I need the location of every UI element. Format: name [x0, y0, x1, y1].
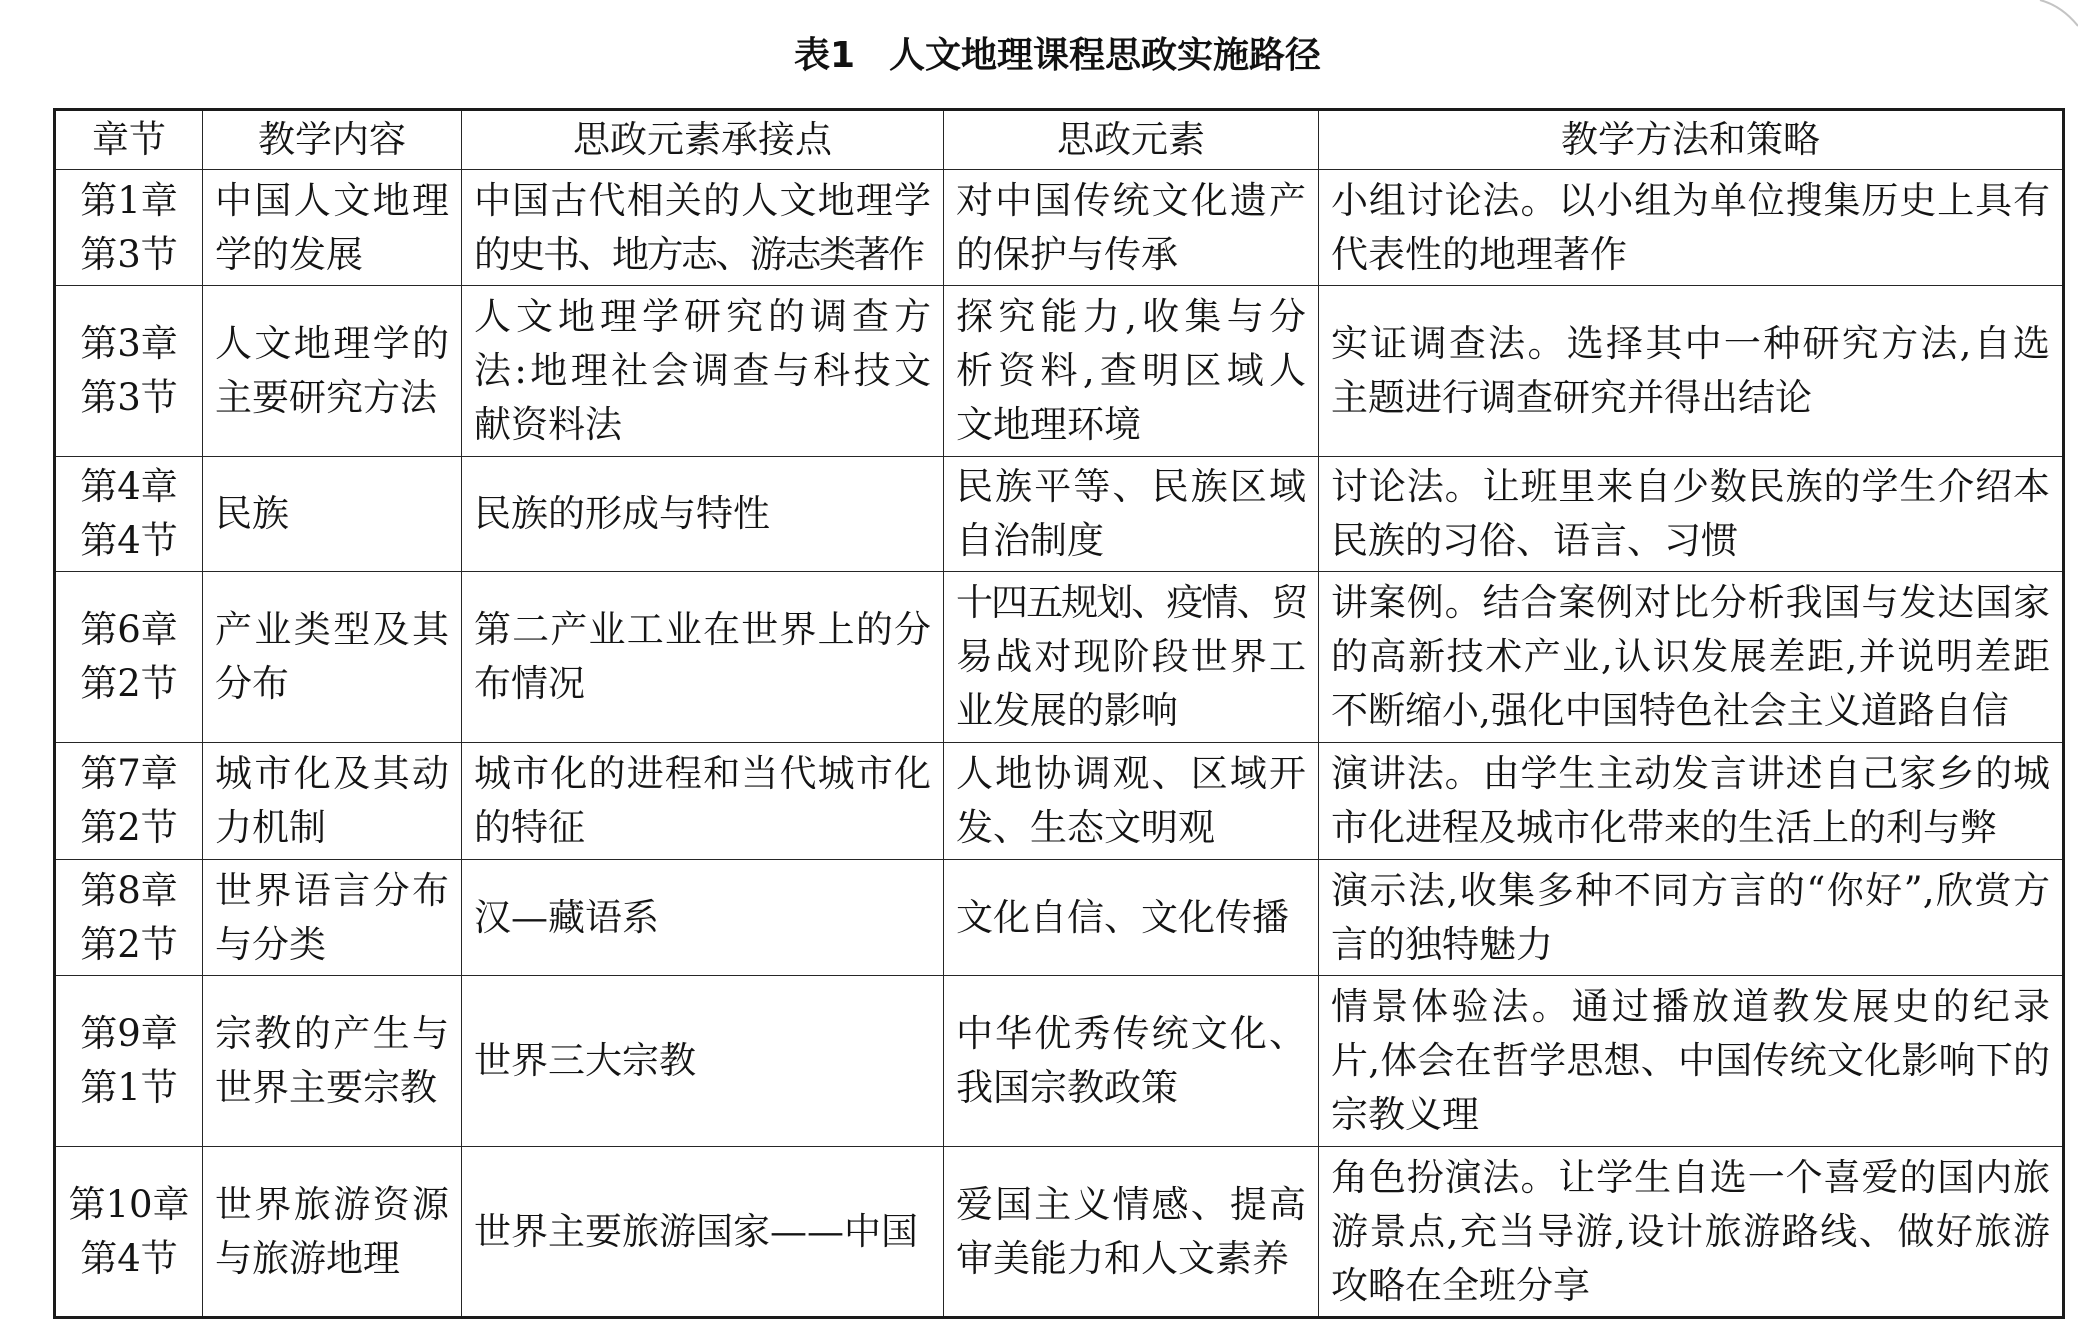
- cell-line: 第3章: [80, 322, 178, 365]
- cell-line: 第4节: [80, 1236, 178, 1280]
- cell-line: 十四五规划、疫情、贸: [956, 581, 1306, 624]
- cell-line: 城市化及其动: [215, 752, 449, 795]
- cell-line: 游景点,充当导游,设计旅游路线、做好旅游: [1331, 1209, 2050, 1253]
- cell-teaching-method: [1319, 743, 2064, 860]
- header-ideological-element: 思政元素: [944, 110, 1319, 170]
- cell-teaching-content: [203, 860, 462, 976]
- table-row: [55, 286, 2064, 457]
- cell-line: 演示法,收集多种不同方言的“你好”,欣赏方: [1331, 868, 2050, 912]
- cell-line: 角色扮演法。让学生自选一个喜爱的国内旅: [1331, 1155, 2050, 1199]
- cell-line: 学的发展: [215, 232, 363, 276]
- cell-chapter-section: [55, 286, 203, 457]
- cell-line: 主要研究方法: [215, 376, 437, 419]
- cell-line: 演讲法。由学生主动发言讲述自己家乡的城: [1331, 752, 2050, 795]
- header-chapter-section: 章节: [55, 110, 203, 170]
- cell-line: 民族的形成与特性: [474, 492, 770, 535]
- header-teaching-content: 教学内容: [203, 110, 462, 170]
- cell-line: 法:地理社会调查与科技文: [474, 349, 931, 392]
- cell-line: 第7章: [80, 752, 178, 795]
- table-row: [55, 743, 2064, 860]
- cell-line: 第2节: [80, 806, 178, 849]
- cell-line: 的保护与传承: [956, 232, 1178, 276]
- cell-line: 第4章: [80, 465, 178, 508]
- cell-line: 第1章: [80, 178, 178, 222]
- cell-line: 发、生态文明观: [956, 806, 1215, 849]
- cell-teaching-content: [203, 1147, 462, 1318]
- table-row: [55, 976, 2064, 1147]
- cell-line: 文化自信、文化传播: [956, 895, 1289, 939]
- cell-chapter-section: [55, 976, 203, 1147]
- cell-line: 汉—藏语系: [474, 895, 659, 939]
- cell-line: 布情况: [474, 662, 585, 705]
- cell-line: 力机制: [215, 806, 326, 849]
- cell-connection-point: [462, 170, 944, 286]
- cell-line: 世界主要宗教: [215, 1066, 437, 1109]
- cell-chapter-section: [55, 860, 203, 976]
- cell-teaching-method: [1319, 572, 2064, 743]
- cell-chapter-section: [55, 572, 203, 743]
- cell-line: 言的独特魅力: [1331, 922, 1553, 966]
- table-row: [55, 572, 2064, 743]
- cell-line: 主题进行调查研究并得出结论: [1331, 376, 1812, 419]
- cell-line: 不断缩小,强化中国特色社会主义道路自信: [1331, 689, 2009, 732]
- cell-connection-point: [462, 743, 944, 860]
- cell-line: 人文地理学研究的调查方: [474, 295, 931, 338]
- cell-ideological-element: [944, 743, 1319, 860]
- cell-line: 中华优秀传统文化、: [956, 1012, 1306, 1055]
- cell-teaching-method: [1319, 976, 2064, 1147]
- cell-line: 第2节: [80, 922, 178, 966]
- table-row: [55, 1147, 2064, 1318]
- table-caption: [53, 33, 2062, 79]
- cell-teaching-content: [203, 170, 462, 286]
- cell-ideological-element: [944, 860, 1319, 976]
- cell-line: 审美能力和人文素养: [956, 1236, 1289, 1280]
- cell-line: 片,体会在哲学思想、中国传统文化影响下的: [1331, 1039, 2050, 1082]
- cell-chapter-section: [55, 170, 203, 286]
- cell-line: 业发展的影响: [956, 689, 1178, 732]
- cell-teaching-content: [203, 976, 462, 1147]
- cell-teaching-content: [203, 572, 462, 743]
- cell-line: 代表性的地理著作: [1331, 232, 1627, 276]
- cell-line: 我国宗教政策: [956, 1066, 1178, 1109]
- cell-line: 讨论法。让班里来自少数民族的学生介绍本: [1331, 465, 2050, 508]
- cell-ideological-element: [944, 286, 1319, 457]
- cell-line: 世界语言分布: [215, 868, 449, 912]
- cell-line: 析资料,查明区域人: [956, 349, 1306, 392]
- cell-line: 的史书、地方志、游志类著作: [474, 232, 923, 276]
- cell-line: 产业类型及其: [215, 608, 449, 651]
- cell-line: 对中国传统文化遗产: [956, 178, 1306, 222]
- cell-line: 民族平等、民族区域: [956, 465, 1306, 508]
- cell-line: 世界旅游资源: [215, 1182, 449, 1226]
- cell-line: 与旅游地理: [215, 1236, 400, 1280]
- cell-line: 城市化的进程和当代城市化: [474, 752, 931, 795]
- cell-line: 的高新技术产业,认识发展差距,并说明差距: [1331, 635, 2050, 678]
- table-row: [55, 170, 2064, 286]
- cell-line: 第6章: [80, 608, 178, 651]
- cell-chapter-section: [55, 457, 203, 572]
- implementation-path-table: [53, 108, 2065, 1319]
- cell-line: 民族的习俗、语言、习惯: [1331, 519, 1738, 562]
- header-row: [55, 110, 2064, 170]
- cell-teaching-method: [1319, 860, 2064, 976]
- page-curl-mark: [2018, 0, 2078, 40]
- cell-line: 世界主要旅游国家——中国: [474, 1209, 918, 1253]
- header-teaching-method: 教学方法和策略: [1319, 110, 2064, 170]
- cell-line: 第二产业工业在世界上的分: [474, 608, 931, 651]
- cell-ideological-element: [944, 170, 1319, 286]
- cell-line: 与分类: [215, 922, 326, 966]
- cell-teaching-content: [203, 743, 462, 860]
- caption-label: 表1: [793, 35, 856, 76]
- cell-line: 第2节: [80, 662, 178, 705]
- table-row: [55, 457, 2064, 572]
- cell-line: 第8章: [80, 868, 178, 912]
- cell-line: 第3节: [80, 376, 178, 419]
- cell-teaching-method: [1319, 457, 2064, 572]
- cell-line: 第1节: [80, 1066, 178, 1109]
- cell-teaching-method: [1319, 286, 2064, 457]
- cell-line: 世界三大宗教: [474, 1039, 696, 1082]
- cell-connection-point: [462, 572, 944, 743]
- cell-line: 易战对现阶段世界工: [956, 635, 1306, 678]
- cell-line: 的特征: [474, 806, 585, 849]
- cell-line: 攻略在全班分享: [1331, 1263, 1590, 1307]
- cell-teaching-content: [203, 286, 462, 457]
- cell-chapter-section: [55, 1147, 203, 1318]
- cell-line: 宗教的产生与: [215, 1012, 449, 1055]
- cell-line: 宗教义理: [1331, 1093, 1479, 1136]
- cell-line: 爱国主义情感、提高: [956, 1182, 1306, 1226]
- cell-line: 民族: [215, 492, 289, 535]
- cell-line: 讲案例。结合案例对比分析我国与发达国家: [1331, 581, 2050, 624]
- cell-line: 中国人文地理: [215, 178, 449, 222]
- cell-line: 探究能力,收集与分: [956, 295, 1306, 338]
- cell-teaching-content: [203, 457, 462, 572]
- cell-ideological-element: [944, 457, 1319, 572]
- cell-teaching-method: [1319, 1147, 2064, 1318]
- cell-line: 第4节: [80, 519, 178, 562]
- cell-line: 第9章: [80, 1012, 178, 1055]
- cell-line: 市化进程及城市化带来的生活上的利与弊: [1331, 806, 1997, 849]
- cell-connection-point: [462, 286, 944, 457]
- cell-line: 献资料法: [474, 403, 622, 446]
- cell-line: 小组讨论法。以小组为单位搜集历史上具有: [1331, 178, 2050, 222]
- cell-connection-point: [462, 457, 944, 572]
- caption-title: 人文地理课程思政实施路径: [889, 35, 1322, 76]
- cell-line: 中国古代相关的人文地理学: [474, 178, 931, 222]
- table-row: [55, 860, 2064, 976]
- cell-connection-point: [462, 1147, 944, 1318]
- cell-ideological-element: [944, 572, 1319, 743]
- cell-line: 实证调查法。选择其中一种研究方法,自选: [1331, 322, 2050, 365]
- cell-ideological-element: [944, 1147, 1319, 1318]
- cell-line: 自治制度: [956, 519, 1104, 562]
- header-connection-point: 思政元素承接点: [462, 110, 944, 170]
- cell-line: 人文地理学的: [215, 322, 449, 365]
- cell-connection-point: [462, 976, 944, 1147]
- cell-line: 情景体验法。通过播放道教发展史的纪录: [1331, 985, 2050, 1028]
- cell-line: 人地协调观、区域开: [956, 752, 1306, 795]
- cell-chapter-section: [55, 743, 203, 860]
- cell-line: 第3节: [80, 232, 178, 276]
- cell-line: 第10章: [68, 1182, 190, 1226]
- cell-connection-point: [462, 860, 944, 976]
- cell-ideological-element: [944, 976, 1319, 1147]
- cell-line: 分布: [215, 662, 289, 705]
- cell-teaching-method: [1319, 170, 2064, 286]
- cell-line: 文地理环境: [956, 403, 1141, 446]
